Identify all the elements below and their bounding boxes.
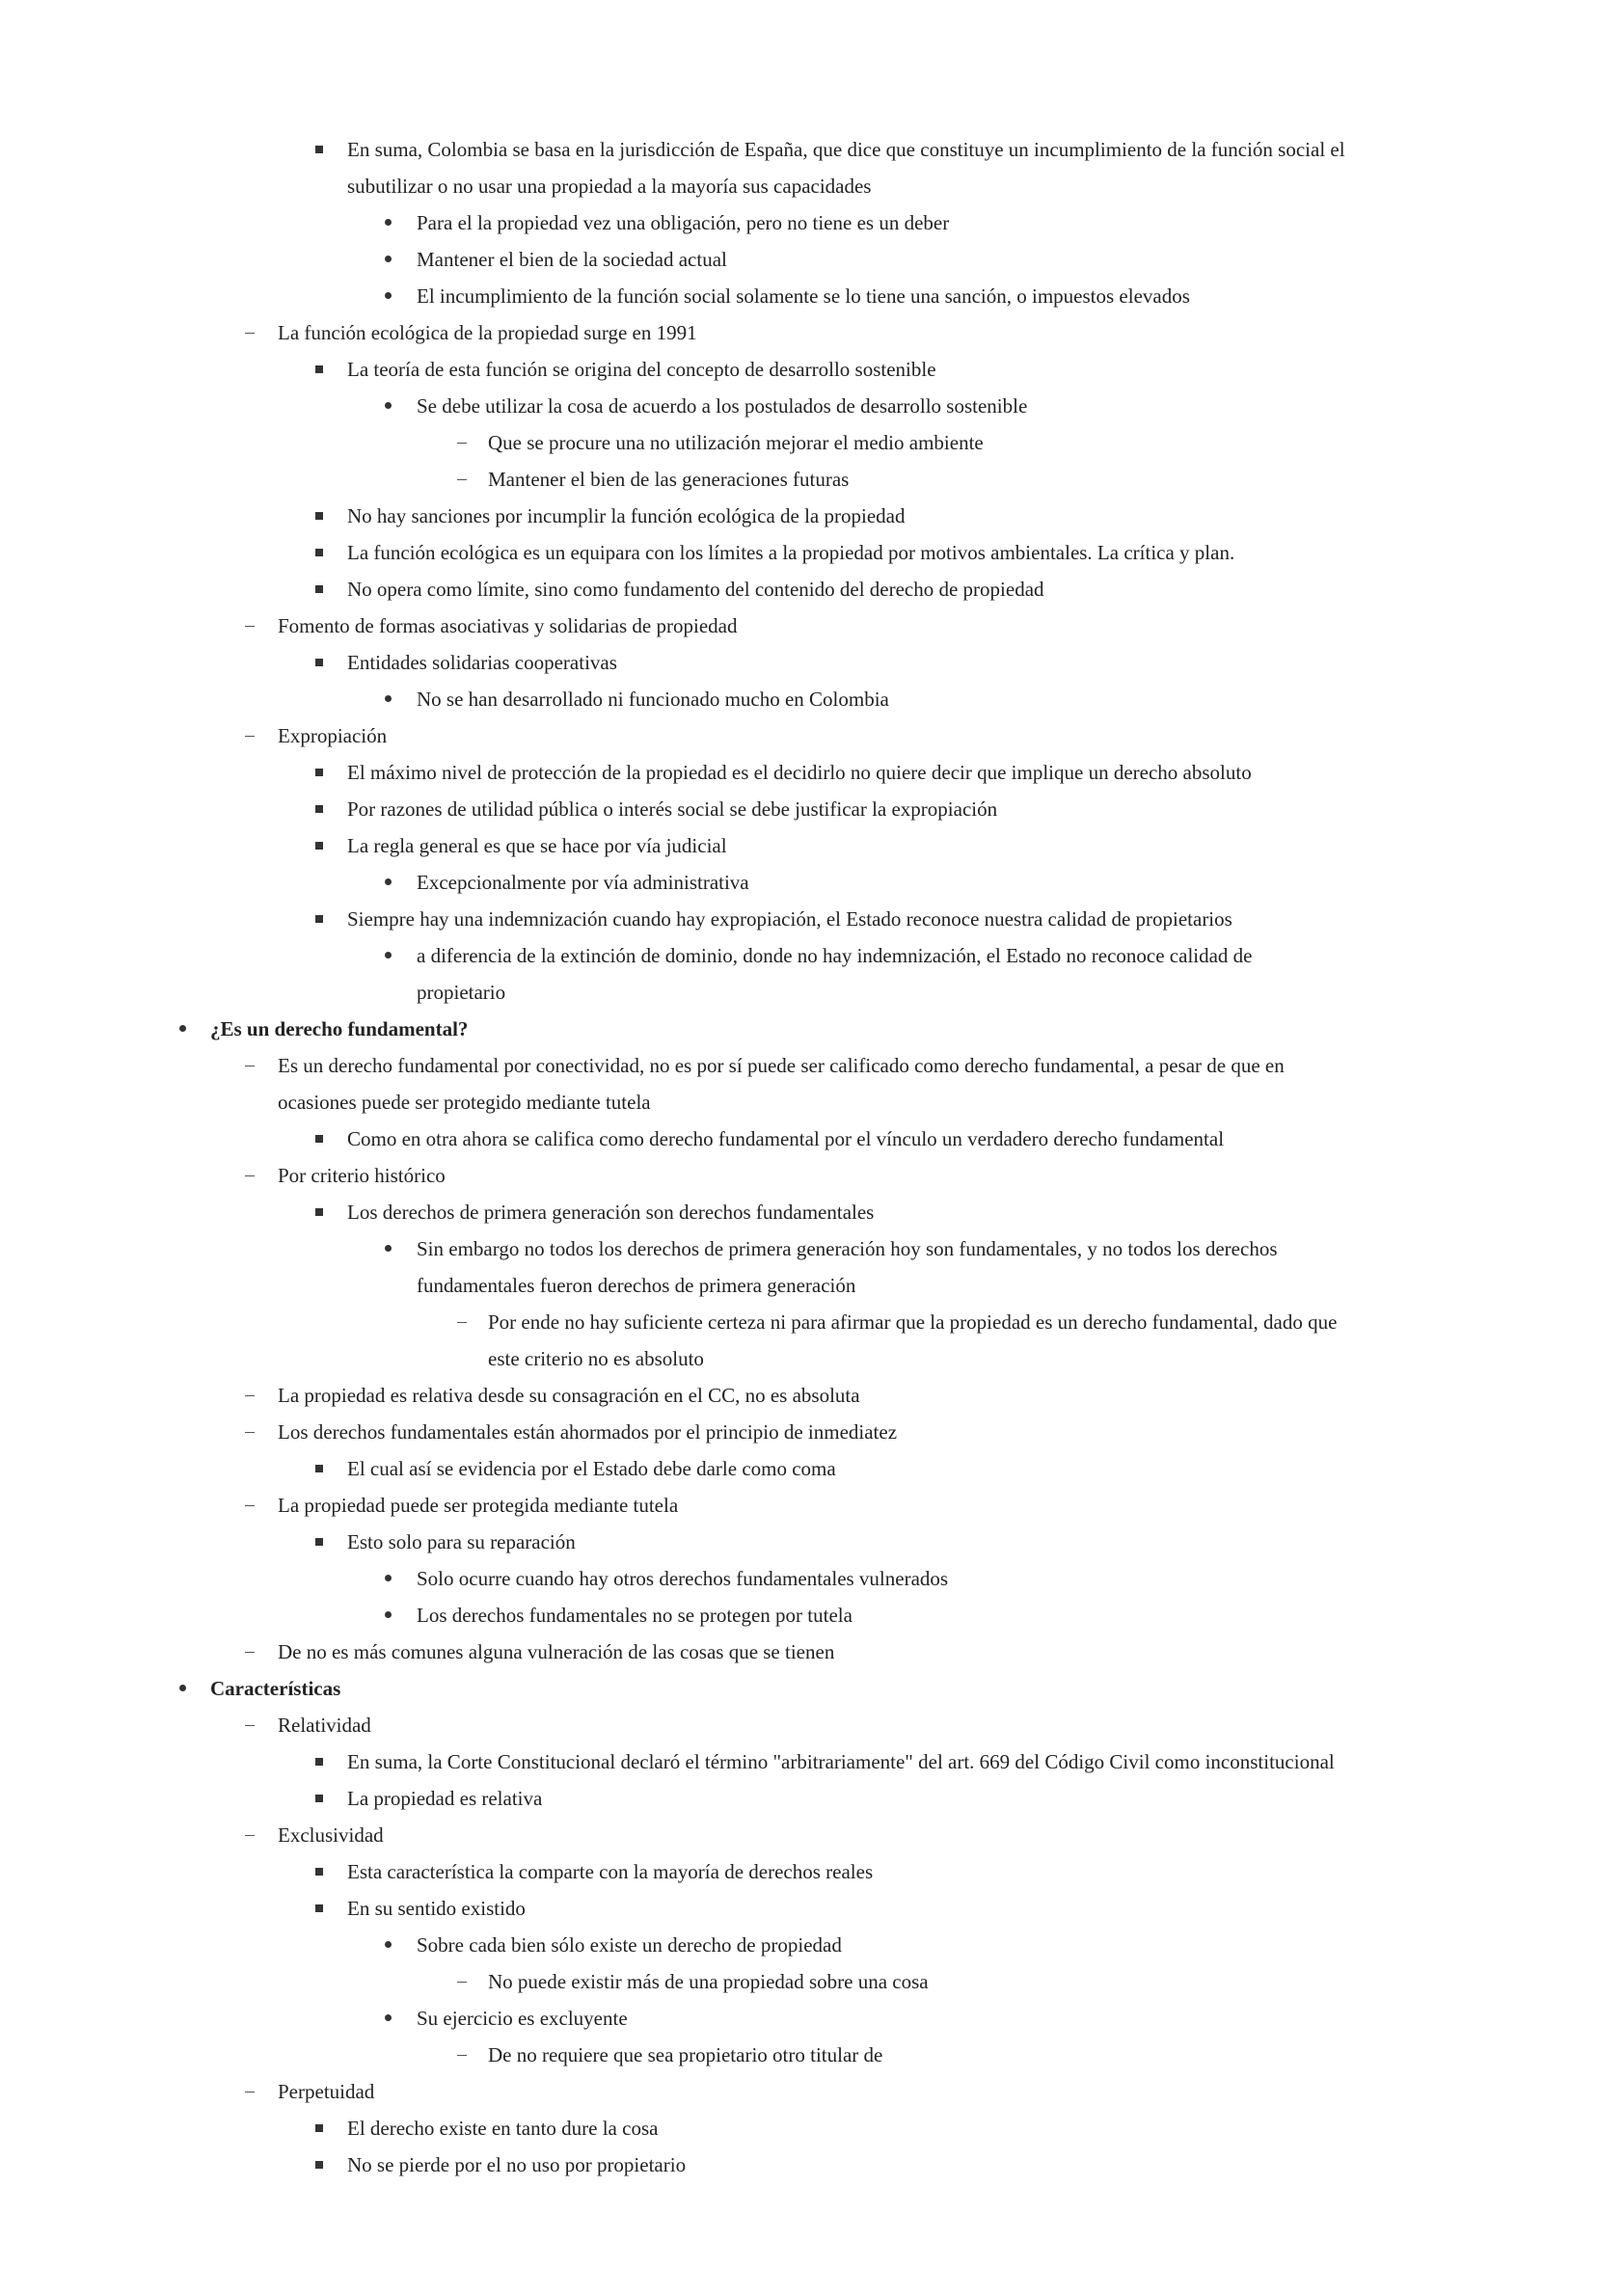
circle-bullet-icon [245,1432,255,1433]
square-bullet-icon [315,1208,323,1216]
square-bullet-icon [315,2124,323,2132]
circle-bullet-icon [245,736,255,737]
document-line: Por ende no hay suficiente certeza ni para afirmar que la propiedad es un derecho fundamental, dado que [488,1310,1338,1334]
document-line: Características [210,1677,341,1700]
disc-bullet-icon [385,292,392,299]
square-bullet-icon [315,1795,323,1802]
document-line: No puede existir más de una propiedad sobre una cosa [488,1970,929,1993]
document-line: fundamentales fueron derechos de primera generación [417,1274,856,1297]
document-line: Fomento de formas asociativas y solidarias de propiedad [278,614,738,637]
square-bullet-icon [315,512,323,520]
disc-bullet-icon [385,219,392,226]
square-bullet-icon [315,1465,323,1472]
document-line: Solo ocurre cuando hay otros derechos fundamentales vulnerados [417,1567,949,1590]
square-bullet-icon [315,549,323,556]
document-line: El máximo nivel de protección de la propiedad es el decidirlo no quiere decir que implique un derecho absoluto [347,761,1252,784]
document-line: subutilizar o no usar una propiedad a la mayoría sus capacidades [347,175,872,198]
document-line: Mantener el bien de las generaciones futuras [488,468,850,491]
circle-bullet-icon [245,626,255,627]
document-line: Por razones de utilidad pública o interés social se debe justificar la expropiación [347,797,998,821]
square-bullet-icon [315,1135,323,1143]
document-line: Expropiación [278,724,388,747]
document-line: En su sentido existido [347,1897,526,1920]
document-line: La propiedad puede ser protegida mediante tutela [278,1494,679,1517]
document-line: El incumplimiento de la función social solamente se lo tiene una sanción, o impuestos elevados [417,284,1190,308]
square-bullet-icon [315,1538,323,1546]
square-bullet-icon [315,585,323,593]
disc-bullet-icon [385,1575,392,1581]
document-line: Por criterio histórico [278,1164,446,1187]
square-bullet-icon [315,915,323,923]
document-line: El cual así se evidencia por el Estado debe darle como coma [347,1457,836,1480]
document-line: Sobre cada bien sólo existe un derecho de propiedad [417,1933,842,1957]
document-line: En suma, Colombia se basa en la jurisdicción de España, que dice que constituye un incumplimiento de la función social el [347,138,1345,161]
disc-bullet-icon [385,256,392,262]
circle-bullet-icon [457,479,467,480]
disc-bullet-icon [179,1685,186,1691]
document-line: Como en otra ahora se califica como derecho fundamental por el vínculo un verdadero derecho fundamental [347,1127,1225,1150]
circle-bullet-icon [245,1175,255,1176]
document-line: En suma, la Corte Constitucional declaró el término "arbitrariamente" del art. 669 del Código Civil como inconstitucional [347,1750,1335,1773]
disc-bullet-icon [385,1941,392,1948]
document-line: Que se procure una no utilización mejorar el medio ambiente [488,431,984,454]
document-line: ¿Es un derecho fundamental? [210,1017,469,1040]
document-line: ocasiones puede ser protegido mediante tutela [278,1091,651,1114]
document-line: No hay sanciones por incumplir la función ecológica de la propiedad [347,504,906,527]
square-bullet-icon [315,146,323,153]
document-line: La teoría de esta función se origina del concepto de desarrollo sostenible [347,358,936,381]
document-line: El derecho existe en tanto dure la cosa [347,2117,659,2140]
document-line: a diferencia de la extinción de dominio, donde no hay indemnización, el Estado no reconoce calidad de [417,944,1253,967]
circle-bullet-icon [245,1652,255,1653]
document-line: este criterio no es absoluto [488,1347,704,1370]
square-bullet-icon [315,365,323,373]
document-line: Relatividad [278,1714,371,1737]
square-bullet-icon [315,1904,323,1912]
document-line: Exclusividad [278,1823,384,1847]
square-bullet-icon [315,1758,323,1766]
document-line: Los derechos fundamentales no se protegen por tutela [417,1604,853,1627]
document-line: Los derechos de primera generación son derechos fundamentales [347,1201,875,1224]
circle-bullet-icon [245,1835,255,1836]
document-line: Se debe utilizar la cosa de acuerdo a los postulados de desarrollo sostenible [417,394,1028,418]
document-line: No se pierde por el no uso por propietario [347,2153,687,2176]
circle-bullet-icon [245,333,255,334]
square-bullet-icon [315,659,323,666]
document-line: Excepcionalmente por vía administrativa [417,871,749,894]
circle-bullet-icon [245,1505,255,1506]
document-line: Entidades solidarias cooperativas [347,651,617,674]
square-bullet-icon [315,805,323,813]
disc-bullet-icon [385,878,392,885]
document-line: Siempre hay una indemnización cuando hay expropiación, el Estado reconoce nuestra calidad de propietarios [347,907,1232,931]
disc-bullet-icon [385,1245,392,1252]
document-line: propietario [417,981,506,1004]
document-line: Es un derecho fundamental por conectividad, no es por sí puede ser calificado como derecho fundamental, a pesar de que en [278,1054,1285,1077]
document-line: La propiedad es relativa [347,1787,543,1810]
square-bullet-icon [315,1868,323,1876]
disc-bullet-icon [385,1611,392,1618]
document-line: De no requiere que sea propietario otro titular de [488,2043,883,2066]
circle-bullet-icon [245,1395,255,1396]
document-line: Esto solo para su reparación [347,1530,576,1553]
square-bullet-icon [315,769,323,776]
circle-bullet-icon [457,1322,467,1323]
circle-bullet-icon [457,2055,467,2056]
square-bullet-icon [315,842,323,850]
document-line: Para el la propiedad vez una obligación, pero no tiene es un deber [417,211,950,234]
disc-bullet-icon [385,402,392,409]
circle-bullet-icon [457,1982,467,1983]
disc-bullet-icon [385,695,392,702]
document-line: La función ecológica de la propiedad surge en 1991 [278,321,697,344]
document-line: No se han desarrollado ni funcionado mucho en Colombia [417,688,889,711]
document-line: Los derechos fundamentales están ahormados por el principio de inmediatez [278,1420,898,1444]
document-line: Mantener el bien de la sociedad actual [417,248,727,271]
document-line: Esta característica la comparte con la mayoría de derechos reales [347,1860,874,1883]
disc-bullet-icon [385,952,392,958]
disc-bullet-icon [179,1025,186,1032]
document-line: Perpetuidad [278,2080,375,2103]
document-line: Su ejercicio es excluyente [417,2007,628,2030]
circle-bullet-icon [457,443,467,444]
square-bullet-icon [315,2161,323,2169]
disc-bullet-icon [385,2014,392,2021]
document-line: No opera como límite, sino como fundamento del contenido del derecho de propiedad [347,578,1044,601]
circle-bullet-icon [245,1725,255,1726]
document-line: De no es más comunes alguna vulneración de las cosas que se tienen [278,1640,835,1663]
document-line: Sin embargo no todos los derechos de primera generación hoy son fundamentales, y no todos los derechos [417,1237,1278,1260]
document-line: La función ecológica es un equipara con los límites a la propiedad por motivos ambientales. La crítica y plan. [347,541,1235,564]
document-line: La regla general es que se hace por vía judicial [347,834,727,857]
document-line: La propiedad es relativa desde su consagración en el CC, no es absoluta [278,1384,860,1407]
